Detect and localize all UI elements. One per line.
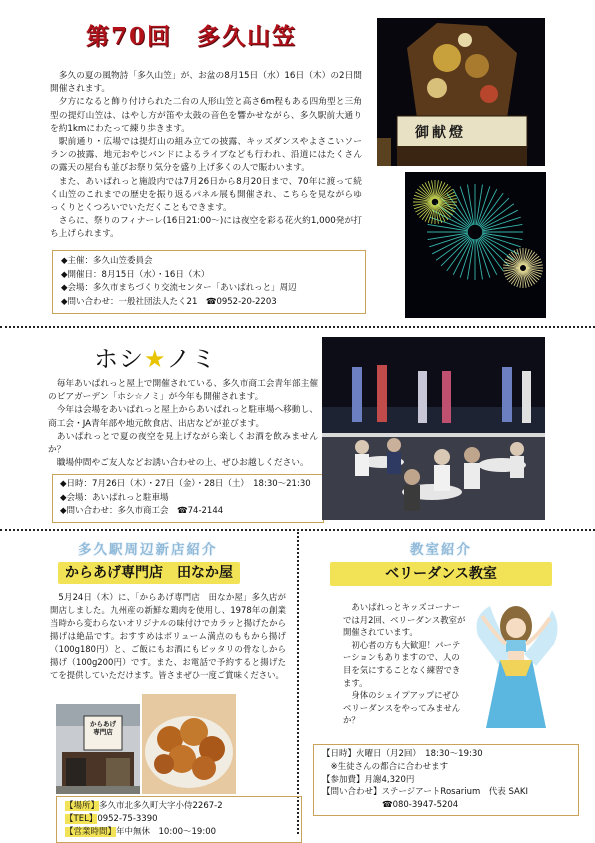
hoshi-body <box>48 378 318 470</box>
hoshi-info-venue: ◆会場：あいぱれっと駐車場 <box>60 492 169 503</box>
shop-name-band: からあげ専門店 田なか屋 <box>58 562 240 584</box>
hoshi-info-contact: ◆問い合わせ：多久市商工会 ☎74-2144 <box>60 506 224 516</box>
hoshi-paragraph: 職場仲間やご友人などお誘い合わせの上、ぜひお越しください。 <box>56 458 309 469</box>
kusa-info-organizer: ◆主催：多久山笠委員会 <box>61 256 153 266</box>
column-divider <box>297 532 299 834</box>
kusa-paragraph: 夕方になると飾り付けられた二台の人形山笠と高さ6m程もある四角型と三角型の提灯山笠は、はやし方が笛や太鼓の音色を響かせながら、多久駅前大通りを約1kmにわたって練り歩きます。 <box>50 97 362 134</box>
kusa-info-contact: ◆問い合わせ：一般社団法人たく21 ☎0952-20-2203 <box>61 296 277 307</box>
hoshi-paragraph: 毎年あいぱれっと屋上で開催されている、多久市商工会青年部主催のビアガーデン「ホシ☆ノミ」が今年も開催されます。 <box>48 379 318 403</box>
hoshi-info-box <box>52 474 324 523</box>
float-banner-text: 御献燈 <box>415 125 466 141</box>
kusa-paragraph: 駅前通り・広場では提灯山の組み立ての披露、キッズダンスやよさこいソーランの披露、地元おやじバンドによるライブなども行われ、沿道にはたくさんの露天の屋台も並びお祭り気分を盛り上げ多くの人で賑わいます。 <box>50 137 362 174</box>
shop-info-box <box>56 796 302 843</box>
class-paragraph: あいぱれっとキッズコーナーでは月2回、ベリーダンス教室が開催されています。 <box>343 602 466 638</box>
class-paragraph: 身体のシェイプアップにぜひベリーダンスをやってみませんか？ <box>343 690 461 726</box>
kusa-info-date: ◆開催日：8月15日（水）・16日（木） <box>61 269 210 280</box>
hoshi-info-date: ◆日時：7月26日（木）・27日（金）・28日（土） 18:30～21:30 <box>60 479 311 489</box>
section-divider <box>0 326 595 328</box>
hoshi-paragraph: あいぱれっとで夏の夜空を見上げながら楽しくお酒を飲みませんか？ <box>48 431 318 456</box>
class-info-note: ※生徒さんの都合に合わせます <box>322 761 449 772</box>
class-section-title: 教室紹介 <box>410 542 472 558</box>
star-icon: ★ <box>144 345 167 373</box>
class-info-schedule: 【日時】火曜日（月2回） 18:30～19:30 <box>322 749 483 759</box>
fireworks-photo <box>405 172 546 318</box>
shop-info-hours: 【営業時間】年中無休 10:00～19:00 <box>65 827 217 837</box>
class-paragraph: 初心者の方も大歓迎！パーテーションもありますので、人の目を気にすることなく練習できます。 <box>343 639 461 688</box>
kusa-info-box <box>52 250 366 314</box>
hoshi-title <box>94 339 217 374</box>
kusa-title: 第70回 多久山笠 <box>86 23 298 50</box>
shop-section-title: 多久駅周辺新店紹介 <box>78 542 218 558</box>
class-info-fee: 【参加費】月謝4,320円 <box>322 774 415 785</box>
kusa-info-venue: ◆会場：多久市まちづくり交流センター「あいぱれっと」周辺 <box>61 283 297 293</box>
class-info-contact: 【問い合わせ】ステージアートRosarium 代表 SAKI <box>322 787 528 798</box>
shop-storefront-photo <box>56 704 140 794</box>
karaage-photo <box>142 694 236 794</box>
class-info-phone: ☎080-3947-5204 <box>382 800 459 811</box>
shop-sign-text: からあげ専門店 <box>90 720 116 736</box>
kusa-paragraph: また、あいぱれっと施設内では7月26日から8月20日まで、70年に渡って続く山笠のこれまでの歴史を振り返るパネル展も開催され、こちらを見ながらゆっくりとくつろいでいただくこともできます。 <box>50 176 362 214</box>
class-body <box>343 601 467 727</box>
belly-dancer-illustration <box>470 596 562 731</box>
shop-body <box>50 591 286 682</box>
yamakasa-float-photo <box>377 18 545 166</box>
class-name-band: ベリーダンス教室 <box>330 562 552 586</box>
class-info-box <box>313 744 579 816</box>
kusa-paragraph: さらに、祭りのフィナーレ(16日21:00～)には夜空を彩る花火約1,000発が打ち上げられます。 <box>50 216 362 240</box>
shop-info-tel: 【TEL】0952-75-3390 <box>65 814 158 824</box>
shop-paragraph: 5月24日（木）に、「からあげ専門店 田なか屋」多久店が開店しました。九州産の新鮮な鶏肉を使用し、1978年の創業当時から変わらないオリジナルの味付けでカラッと揚げたから揚げは絶品です。おすすめはボリューム満点のももから揚げ（100g180円）と、ご飯にもお酒にもピッタリの骨なしから揚げ（100g200円）です。また、お電話で予約すると揚げたてを提供していただけます。皆さまぜひ一度ご賞味ください。 <box>50 592 286 680</box>
kusa-paragraph: 多久の夏の風物詩「多久山笠」が、お盆の8月15日（水）16日（木）の2日間開催されます。 <box>50 71 362 95</box>
kusa-body <box>50 70 362 242</box>
hoshi-title-right: ノミ <box>166 345 217 373</box>
hoshi-title-left: ホシ <box>94 345 144 373</box>
hoshi-paragraph: 今年は会場をあいぱれっと屋上からあいぱれっと駐車場へ移動し、商工会・JA青年部や地元飲食店、出店などが並びます。 <box>48 405 318 429</box>
shop-info-location: 【場所】多久市北多久町大字小侍2267-2 <box>65 801 223 811</box>
section-divider <box>0 529 595 531</box>
beer-garden-photo <box>322 337 545 520</box>
